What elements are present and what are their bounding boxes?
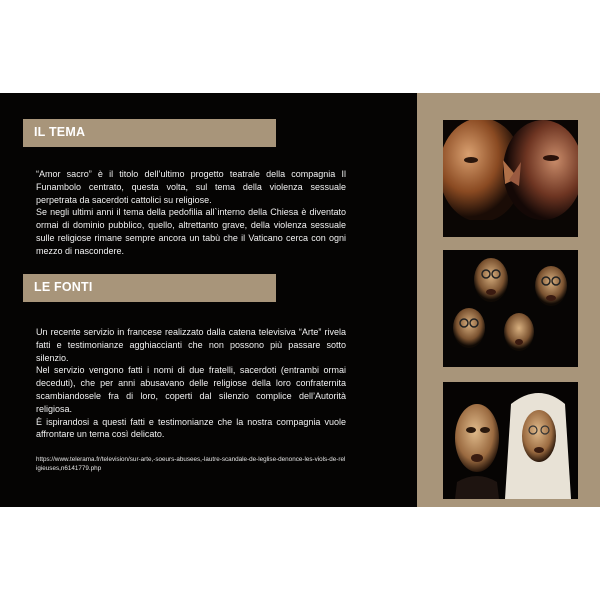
paragraph: È ispirandosi a questi fatti e testimonianze che la nostra compagnia vuole affrontare un tema così delicato. — [36, 416, 346, 440]
paragraph: Nel servizio vengono fatti i nomi di due fratelli, sacerdoti (entrambi ormai deceduti), che per anni abusavano delle religiose della loro confraternita scambiandosele fra di loro, coperti dal silenzio complice dell’Autorità religiosa. — [36, 365, 346, 414]
source-url[interactable]: https://www.telerama.fr/television/sur-arte,-soeurs-abusees,-lautre-scandale-de-leglise-denonce-les-viols-de-religieuses,n6141779.php — [36, 456, 346, 472]
photo-masks-group — [443, 250, 578, 367]
section-heading-le-fonti — [23, 274, 276, 302]
section-heading-il-tema — [23, 119, 276, 147]
section-body-il-tema — [36, 168, 346, 258]
section-heading-label: LE FONTI — [34, 280, 93, 294]
paragraph: Se negli ultimi anni il tema della pedofilia all`interno della Chiesa è diventato ormai di dominio pubblico, quello, altrettanto grave, della violenza sessuale sulle religiose rimane sempre ancora un tabù che il Vaticano cerca con ogni mezzo di nascondere. — [36, 207, 346, 256]
brochure-page — [0, 93, 600, 507]
section-heading-label: IL TEMA — [34, 125, 86, 139]
paragraph: Un recente servizio in francese realizzato dalla catena televisiva “Arte” rivela fatti e testimonianze agghiaccianti che non possono più passare sotto silenzio. — [36, 327, 346, 363]
photo-priest-nun — [443, 382, 578, 499]
paragraph: “Amor sacro” è il titolo dell’ultimo progetto teatrale della compagnia Il Funambolo centrato, questa volta, sul tema della violenza sessuale perpetrata da sacerdoti cattolici su religiose. — [36, 169, 346, 205]
section-body-le-fonti — [36, 326, 346, 441]
photo-masks-kiss — [443, 120, 578, 237]
